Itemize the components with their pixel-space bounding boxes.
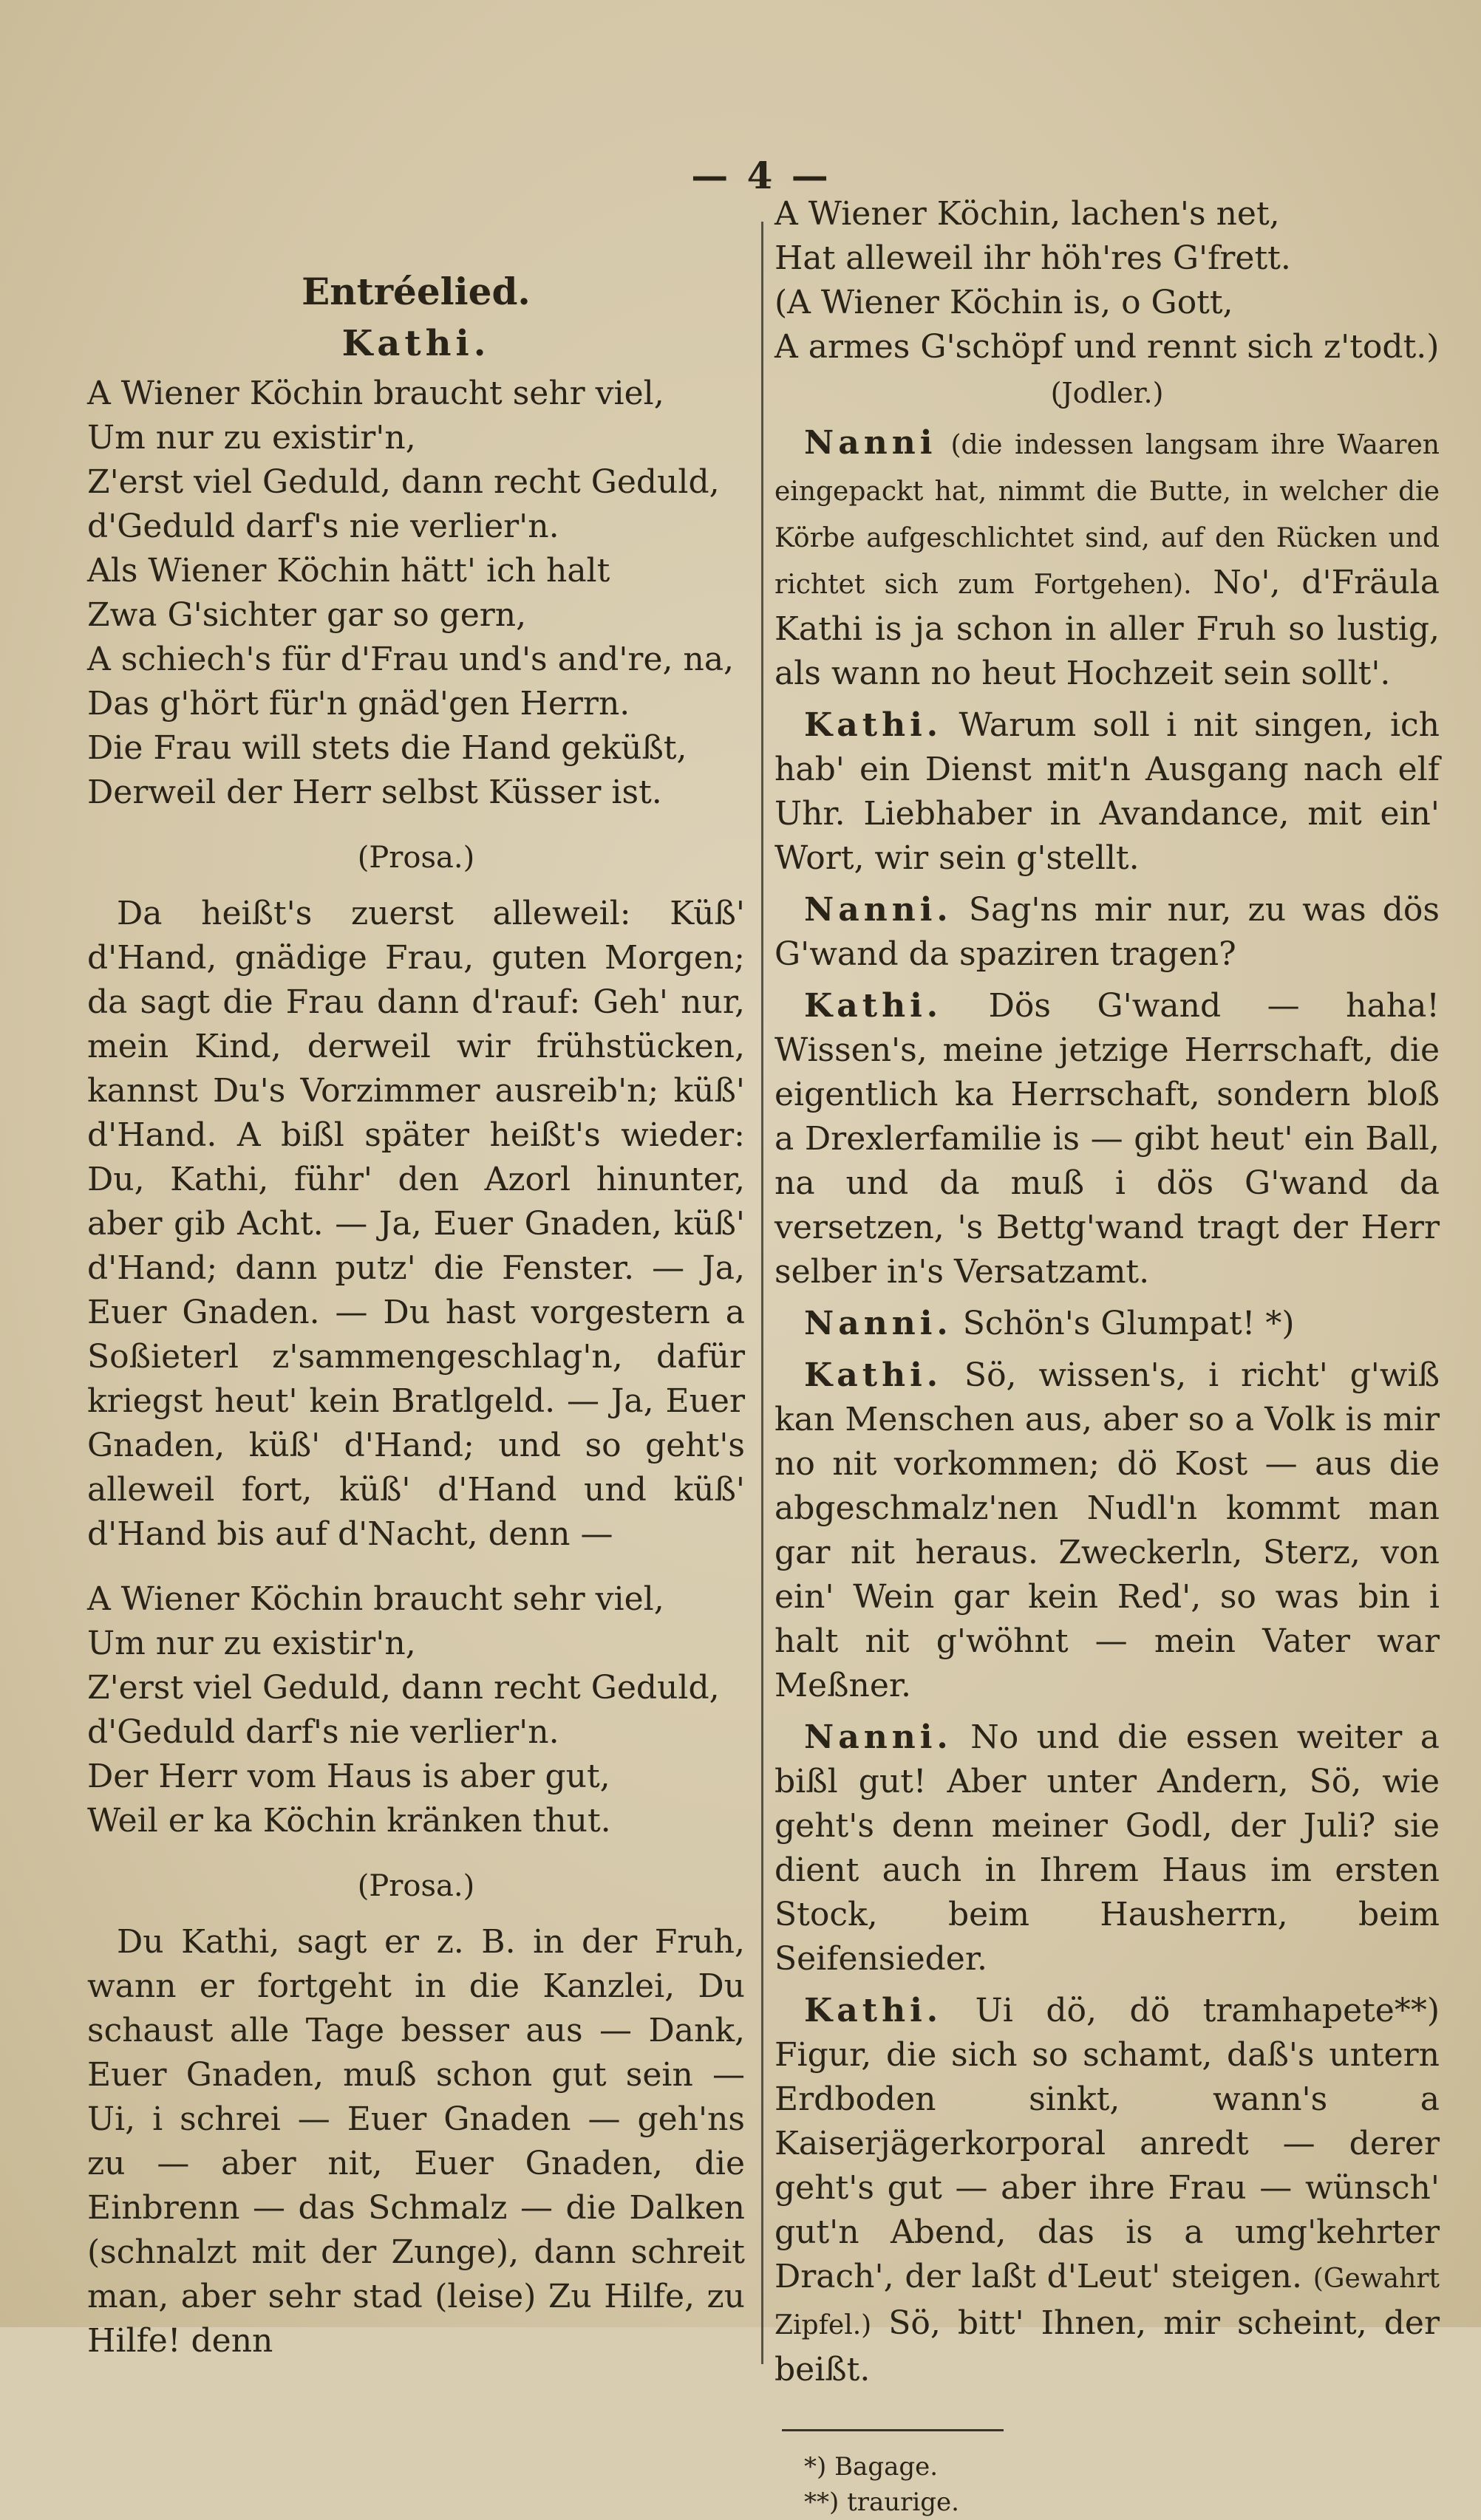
verse-line: Derweil der Herr selbst Küsser ist. [87,774,662,811]
verse-line: A armes G'schöpf und rennt sich z'todt.) [774,328,1440,366]
verse-line: Der Herr vom Haus is aber gut, [87,1758,610,1795]
verse-line: Um nur zu existir'n, [87,1625,416,1662]
right-column [774,192,1440,2520]
dialogue-paragraph [774,421,1440,696]
dialogue-paragraph [774,703,1440,881]
verse-line: Die Frau will stets die Hand geküßt, [87,729,687,767]
verse-block-2 [87,1577,745,1843]
dialogue-text: Ui dö, dö tramhapete**) Figur, die sich so schamt, daß's untern Erdboden sinkt, wann's a Kaiserjägerkorporal anredt — derer geht's gut — aber ihre Frau — wünsch' gut'n Abend, das is a umg'kehrter Drach', der laßt d'Leut' steigen. [774,1992,1440,2295]
speaker-name: Nanni [804,424,937,462]
speaker-name: Kathi. [804,1992,943,2029]
speaker-name: Nanni. [804,1718,953,1756]
dialogue-text: No', d'Fräula Kathi is ja schon in aller Fruh so lustig, als wann no heut Hochzeit sein sollt'. [774,564,1440,692]
dialogue-paragraph [774,888,1440,977]
dialogue-paragraph [774,1715,1440,1981]
verse-line: Das g'hört für'n gnäd'gen Herrn. [87,685,630,723]
speaker-name: Kathi. [804,706,943,744]
speaker-name: Nanni. [804,1305,953,1342]
dialogue-text: Dös G'wand — haha! Wissen's, meine jetzige Herrschaft, die eigentlich ka Herrschaft, sondern bloß a Drexlerfamilie is — gibt heut' ein Ball, na und da muß i dös G'wand da versetzen, 's Bettg'wand tragt der Herr selber in's Versatzamt. [774,987,1440,1291]
dialogue-text: Sö, bitt' Ihnen, mir scheint, der beißt. [774,2304,1440,2388]
footnote: **) traurige. [804,2487,959,2517]
speaker-name: Nanni. [804,891,953,929]
speaker-name: Kathi. [804,987,943,1025]
column-divider [761,222,763,2364]
verse-line: Um nur zu existir'n, [87,419,416,457]
verse-line: Als Wiener Köchin hätt' ich halt [87,552,610,590]
page-number: — 4 — [691,154,831,197]
verse-line: A schiech's für d'Frau und's and're, na, [87,641,735,678]
prose-paragraph: Du Kathi, sagt er z. B. in der Fruh, wann er fortgeht in die Kanzlei, Du schaust alle Tage besser aus — Dank, Euer Gnaden, muß schon gut sein — Ui, i schrei — Euer Gnaden — geh'ns zu — aber nit, Euer Gnaden, die Einbrenn — das Schmalz — die Dalken (schnalzt mit der Zunge), dann schreit man, aber sehr stad (leise) Zu Hilfe, zu Hilfe! denn [87,1923,745,2360]
dialogue-text: Warum soll i nit singen, ich hab' ein Dienst mit'n Ausgang nach elf Uhr. Liebhaber in Avandance, mit ein' Wort, wir sein g'stellt. [774,706,1440,877]
verse-line: (A Wiener Köchin is, o Gott, [774,284,1233,321]
stage-direction: (Gewahrt Zipfel.) [774,2264,1440,2340]
footnote-rule [782,2429,1004,2431]
dialogue-paragraph [774,984,1440,1294]
verse-line: d'Geduld darf's nie verlier'n. [87,508,559,545]
prosa-label: (Prosa.) [357,1869,475,1903]
stage-direction: (die indessen langsam ihre Waaren eingepackt hat, nimmt die Butte, in welcher die Körbe aufgeschlichtet sind, auf den Rücken und richtet sich zum Fortgehen). [774,430,1440,600]
dialogue-text: Sag'ns mir nur, zu was dös G'wand da spaziren tragen? [774,891,1440,973]
stage-direction: (Jodler.) [1050,377,1164,409]
dialogue-paragraph [774,1353,1440,1708]
verse-line: Weil er ka Köchin kränken thut. [87,1802,611,1840]
verse-line: Z'erst viel Geduld, dann recht Geduld, [87,1669,720,1707]
verse-line: Zwa G'sichter gar so gern, [87,596,527,634]
section-heading: Entréelied. [302,270,531,313]
dialogue-paragraph [774,1989,1440,2392]
verse-line: d'Geduld darf's nie verlier'n. [87,1713,559,1751]
verse-block-1 [87,372,745,815]
left-column [87,270,745,2363]
verse-line: Z'erst viel Geduld, dann recht Geduld, [87,463,720,501]
footnote: *) Bagage. [804,2452,939,2482]
dialogue-paragraph [774,1302,1440,1346]
verse-block-3 [774,192,1440,369]
verse-line: Hat alleweil ihr höh'res G'frett. [774,239,1291,277]
verse-line: A Wiener Köchin braucht sehr viel, [87,1580,664,1618]
verse-line: A Wiener Köchin, lachen's net, [774,195,1280,233]
dialogue-text: Schön's Glumpat! *) [962,1305,1295,1342]
speaker-name: Kathi. [804,1356,943,1394]
verse-line: A Wiener Köchin braucht sehr viel, [87,375,664,412]
dialogue-text: No und die essen weiter a bißl gut! Aber unter Andern, Sö, wie geht's denn meiner Godl, der Juli? sie dient auch in Ihrem Haus im ersten Stock, beim Hausherrn, beim Seifensieder. [774,1718,1440,1978]
prose-paragraph: Da heißt's zuerst alleweil: Küß' d'Hand, gnädige Frau, guten Morgen; da sagt die Frau dann d'rauf: Geh' nur, mein Kind, derweil wir frühstücken, kannst Du's Vorzimmer ausreib'n; küß' d'Hand. A bißl später heißt's wieder: Du, Kathi, führ' den Azorl hinunter, aber gib Acht. — Ja, Euer Gnaden, küß' d'Hand; dann putz' die Fenster. — Ja, Euer Gnaden. — Du hast vorgestern a Soßieterl z'sammengeschlag'n, dafür kriegst heut' kein Bratlgeld. — Ja, Euer Gnaden, küß' d'Hand; und so geht's alleweil fort, küß' d'Hand und küß' d'Hand bis auf d'Nacht, denn — [87,895,745,1553]
prosa-label: (Prosa.) [357,841,475,875]
speaker-title: Kathi. [341,323,491,364]
dialogue-text: Sö, wissen's, i richt' g'wiß kan Menschen aus, aber so a Volk is mir no nit vorkommen; dö Kost — aus die abgeschmalz'nen Nudl'n kommt man gar nit heraus. Zweckerln, Sterz, von ein' Wein gar kein Red', so was bin i halt nit g'wöhnt — mein Vater war Meßner. [774,1356,1440,1704]
